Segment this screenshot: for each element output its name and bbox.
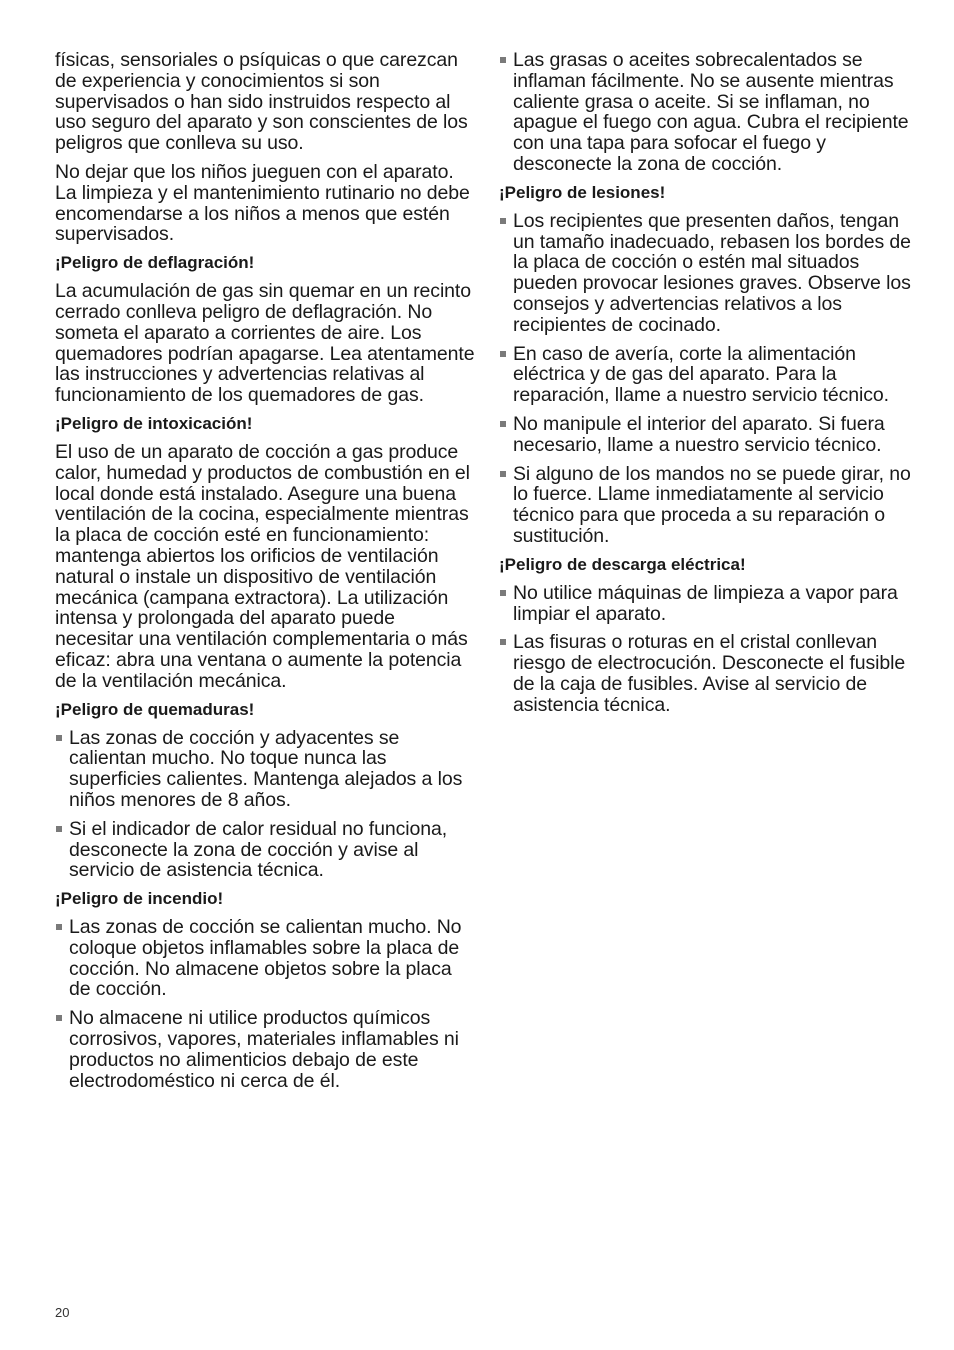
right-column	[499, 50, 919, 724]
electric-shock-section	[499, 555, 919, 716]
list-item: No utilice máquinas de limpieza a vapor para limpiar el aparato.	[499, 583, 919, 625]
deflagration-heading: ¡Peligro de deflagración!	[55, 253, 255, 273]
deflagration-text: La acumulación de gas sin quemar en un recinto cerrado conlleva peligro de deflagración. No someta el aparato a corrientes de aire. Los quemadores podrían apagarse. Lea atentamente las instrucciones y advertencias relativas al funcionamiento de los quemadores de gas.	[55, 280, 475, 407]
injuries-list	[499, 211, 919, 547]
deflagration-section	[55, 253, 475, 406]
list-item: No manipule el interior del aparato. Si fuera necesario, llame a nuestro servicio técnico.	[499, 414, 919, 456]
fire-section	[55, 889, 475, 1091]
list-item: Si el indicador de calor residual no funciona, desconecte la zona de cocción y avise al servicio de asistencia técnica.	[55, 819, 475, 881]
list-item: Los recipientes que presenten daños, tengan un tamaño inadecuado, rebasen los bordes de la placa de cocción o estén mal situados pueden provocar lesiones graves. Observe los consejos y advertencias relativos a los recipientes de cocinado.	[499, 211, 919, 336]
injuries-heading: ¡Peligro de lesiones!	[499, 182, 666, 202]
fire-continued-list	[499, 50, 919, 175]
intoxication-text: El uso de un aparato de cocción a gas produce calor, humedad y productos de combustión en el local donde está instalado. Asegure una buena ventilación de la cocina, especialmente mientras la placa de cocción esté en funcionamiento: mantenga abiertos los orificios de ventilación natural o instale un dispositivo de ventilación mecánica (campana extractora). La utilización intensa y prolongada del aparato puede necesitar una ventilación complementaria o más eficaz: abra una ventana o aumente la potencia de la ventilación mecánica.	[55, 440, 470, 692]
list-item: Las zonas de cocción se calientan mucho. No coloque objetos inflamables sobre la placa de cocción. No almacene objetos sobre la placa de cocción.	[55, 917, 475, 1000]
burns-heading: ¡Peligro de quemaduras!	[55, 699, 255, 719]
list-item: Las fisuras o roturas en el cristal conllevan riesgo de electrocución. Desconecte el fusible de la caja de fusibles. Avise al servicio de asistencia técnica.	[499, 632, 919, 715]
list-item: Las zonas de cocción y adyacentes se calientan mucho. No toque nunca las superficies calientes. Mantenga alejados a los niños menores de 8 años.	[55, 728, 475, 811]
list-item: En caso de avería, corte la alimentación eléctrica y de gas del aparato. Para la reparación, llame a nuestro servicio técnico.	[499, 344, 919, 406]
electric-shock-heading: ¡Peligro de descarga eléctrica!	[499, 554, 746, 574]
injuries-section	[499, 183, 919, 547]
left-column	[55, 50, 475, 1099]
fire-list	[55, 917, 475, 1091]
page-number: 20	[55, 1305, 70, 1320]
list-item: No almacene ni utilice productos químicos corrosivos, vapores, materiales inflamables ni productos no alimenticios debajo de este electrodoméstico ni cerca de él.	[55, 1008, 475, 1091]
fire-heading: ¡Peligro de incendio!	[55, 889, 224, 909]
burns-list	[55, 728, 475, 882]
children-paragraph: No dejar que los niños jueguen con el aparato. La limpieza y el mantenimiento rutinario no debe encomendarse a los niños a menos que estén supervisados.	[55, 160, 470, 246]
intoxication-section	[55, 414, 475, 692]
intro-paragraph: físicas, sensoriales o psíquicas o que carezcan de experiencia y conocimientos si son supervisados o han sido instruidos respecto al uso seguro del aparato y son conscientes de los peligros que conlleva su uso.	[55, 49, 468, 155]
intoxication-heading: ¡Peligro de intoxicación!	[55, 413, 253, 433]
burns-section	[55, 700, 475, 882]
list-item: Las grasas o aceites sobrecalentados se inflaman fácilmente. No se ausente mientras caliente grasa o aceite. Si se inflaman, no apague el fuego con agua. Cubra el recipiente con una tapa para sofocar el fuego y desconecte la zona de cocción.	[499, 50, 919, 175]
list-item: Si alguno de los mandos no se puede girar, no lo fuerce. Llame inmediatamente al servicio técnico para que proceda a su reparación o sustitución.	[499, 464, 919, 547]
electric-shock-list	[499, 583, 919, 716]
